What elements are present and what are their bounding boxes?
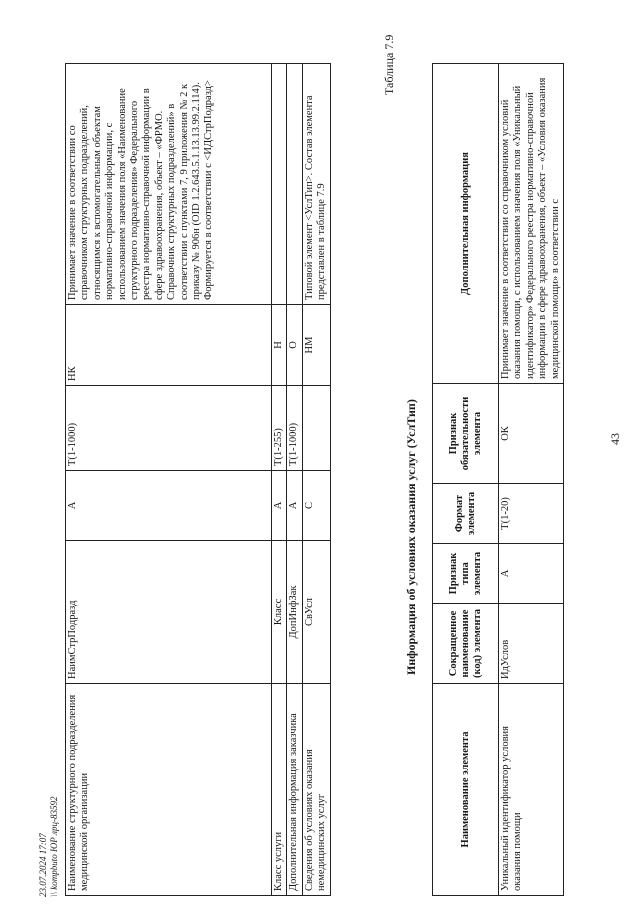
header-element-info: Дополнительная информация (433, 64, 499, 384)
header-element-type: Признак типа элемента (433, 544, 499, 604)
element-format-cell: Т(1-1000) (66, 386, 272, 471)
element-type-cell: А (272, 471, 287, 541)
element-code-cell: ИдУслов (499, 604, 564, 684)
table-header-row (433, 64, 499, 896)
table-title: Информация об условиях оказания услуг (УслТип) (404, 399, 418, 675)
element-name-cell: Класс услуги (272, 684, 287, 896)
table-label: Таблица 7.9 (382, 34, 396, 95)
element-info-cell (272, 64, 287, 305)
document-stamp (38, 797, 60, 897)
element-name-cell: Наименование структурного подразделения медицинской организации (66, 684, 272, 896)
elements-table-continued (65, 63, 331, 896)
element-obligation-cell: ОК (499, 384, 564, 484)
header-element-format: Формат элемента (433, 484, 499, 544)
element-type-cell: А (499, 544, 564, 604)
element-format-cell: Т(1-20) (499, 484, 564, 544)
element-format-cell: Т(1-1000) (287, 386, 302, 471)
table-row (499, 64, 564, 896)
element-format-cell (302, 386, 330, 471)
element-code-cell: СвУсл (302, 541, 330, 684)
element-info-cell: Принимает значение в соответствии со справочником условий оказания помощи, с использованием значения поля «Уникальный идентификатор» Федерального реестра нормативно-справочной информации в сфере здравоохранения, объект – «Условия оказания медицинской помощи» в соответствии с (499, 64, 564, 384)
element-info-cell: Принимает значение в соответствии со справочником структурных подразделений, относящимся к вспомогательным объектам нормативно-справочной информации, с использованием значения поля «Наименование структурного подразделения» Федерального реестра нормативно-справочной информации в сфере здравоохранения, объект – «ФРМО. Справочник структурных подразделений» в соответствии с пунктами 7, 9 приложения № 2 к приказу № 906н (OID 1.2.643.5.1.13.13.99.2.114). Формируется в соответствии с <ИДСтрПодразд> (66, 64, 272, 305)
element-name-cell: Дополнительная информация заказчика (287, 684, 302, 896)
element-type-cell: С (302, 471, 330, 541)
table-row (302, 64, 330, 896)
header-element-code: Сокращенное наименование (код) элемента (433, 604, 499, 684)
element-obligation-cell: О (287, 305, 302, 386)
element-info-cell: Типовой элемент <УслТип>. Состав элемента представлен в таблице 7.9 (302, 64, 330, 305)
element-obligation-cell: НМ (302, 305, 330, 386)
stamp-date: 23.07.2024 17:07 (38, 833, 48, 897)
conditions-table (432, 63, 564, 896)
page-number: 43 (608, 433, 622, 445)
stamp-reference: \\ kompbuto ЮР лрц-83592 (49, 796, 59, 897)
element-code-cell: НаимСтрПодразд (66, 541, 272, 684)
element-obligation-cell: Н (272, 305, 287, 386)
table-row (272, 64, 287, 896)
element-obligation-cell: НК (66, 305, 272, 386)
element-format-cell: Т(1-255) (272, 386, 287, 471)
element-name-cell: Сведения об условиях оказания немедицинских услуг (302, 684, 330, 896)
element-type-cell: А (287, 471, 302, 541)
element-name-cell: Уникальный идентификатор условия оказания помощи (499, 684, 564, 896)
element-type-cell: А (66, 471, 272, 541)
element-code-cell: ДопИнфЗак (287, 541, 302, 684)
table-row (287, 64, 302, 896)
element-code-cell: Класс (272, 541, 287, 684)
header-element-obligation: Признак обязательности элемента (433, 384, 499, 484)
table-row (66, 64, 272, 896)
header-element-name: Наименование элемента (433, 684, 499, 896)
element-info-cell (287, 64, 302, 305)
